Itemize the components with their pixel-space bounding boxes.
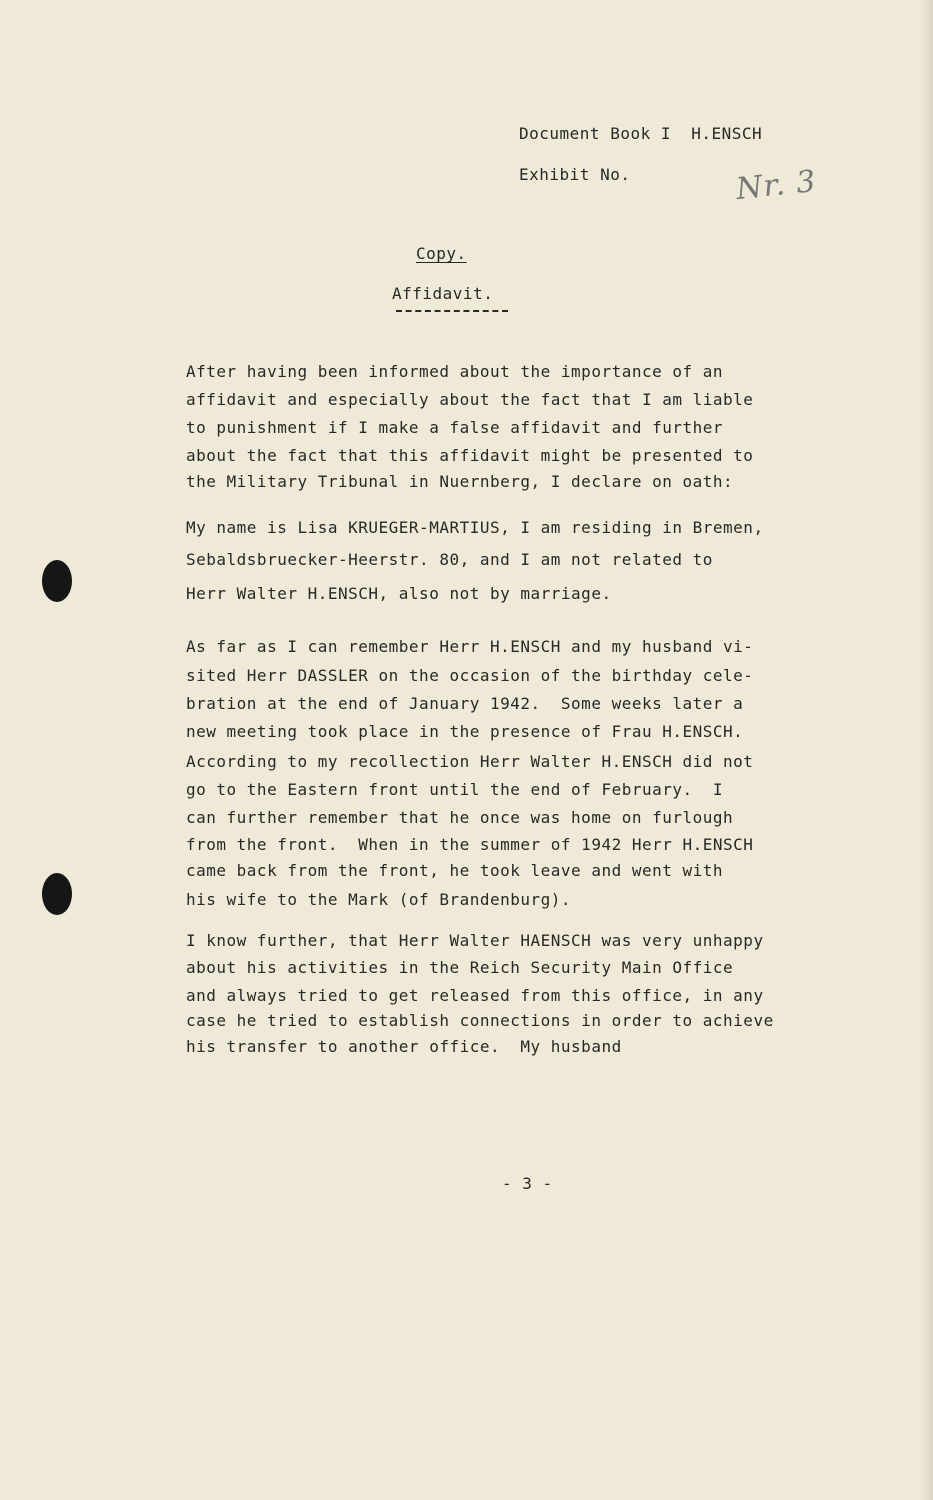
document-book-label: Document Book I H.ENSCH: [519, 124, 763, 143]
body-line: to punishment if I make a false affidavit and further: [186, 418, 724, 437]
affidavit-title: Affidavit.: [392, 284, 494, 303]
body-line: My name is Lisa KRUEGER-MARTIUS, I am residing in Bremen,: [186, 518, 764, 537]
handwritten-exhibit-number: Nr. 3: [734, 163, 819, 208]
body-line: Sebaldsbruecker-Heerstr. 80, and I am not related to: [186, 550, 713, 569]
punch-hole: [42, 873, 72, 915]
body-line: about the fact that this affidavit might be presented to: [186, 446, 754, 465]
body-line: from the front. When in the summer of 1942 Herr H.ENSCH: [186, 835, 754, 854]
body-line: bration at the end of January 1942. Some weeks later a: [186, 694, 744, 713]
body-line: case he tried to establish connections in order to achieve: [186, 1011, 774, 1030]
body-line: can further remember that he once was home on furlough: [186, 808, 734, 827]
page-number: - 3 -: [502, 1174, 553, 1193]
body-line: As far as I can remember Herr H.ENSCH and my husband vi-: [186, 637, 754, 656]
body-line: about his activities in the Reich Security Main Office: [186, 958, 734, 977]
body-line: and always tried to get released from this office, in any: [186, 986, 764, 1005]
body-line: his wife to the Mark (of Brandenburg).: [186, 890, 572, 909]
punch-hole: [42, 560, 72, 602]
body-line: go to the Eastern front until the end of February. I: [186, 780, 724, 799]
body-line: came back from the front, he took leave and went with: [186, 861, 724, 880]
body-line: Herr Walter H.ENSCH, also not by marriage.: [186, 584, 612, 603]
body-line: the Military Tribunal in Nuernberg, I declare on oath:: [186, 472, 734, 491]
title-underline: [396, 310, 508, 312]
body-line: sited Herr DASSLER on the occasion of the birthday cele-: [186, 666, 754, 685]
body-line: his transfer to another office. My husband: [186, 1037, 622, 1056]
body-line: After having been informed about the importance of an: [186, 362, 724, 381]
body-line: I know further, that Herr Walter HAENSCH was very unhappy: [186, 931, 764, 950]
body-line: affidavit and especially about the fact that I am liable: [186, 390, 754, 409]
body-line: new meeting took place in the presence of Frau H.ENSCH.: [186, 722, 744, 741]
copy-label: Copy.: [416, 244, 467, 263]
exhibit-label: Exhibit No.: [519, 165, 631, 184]
body-line: According to my recollection Herr Walter H.ENSCH did not: [186, 752, 754, 771]
